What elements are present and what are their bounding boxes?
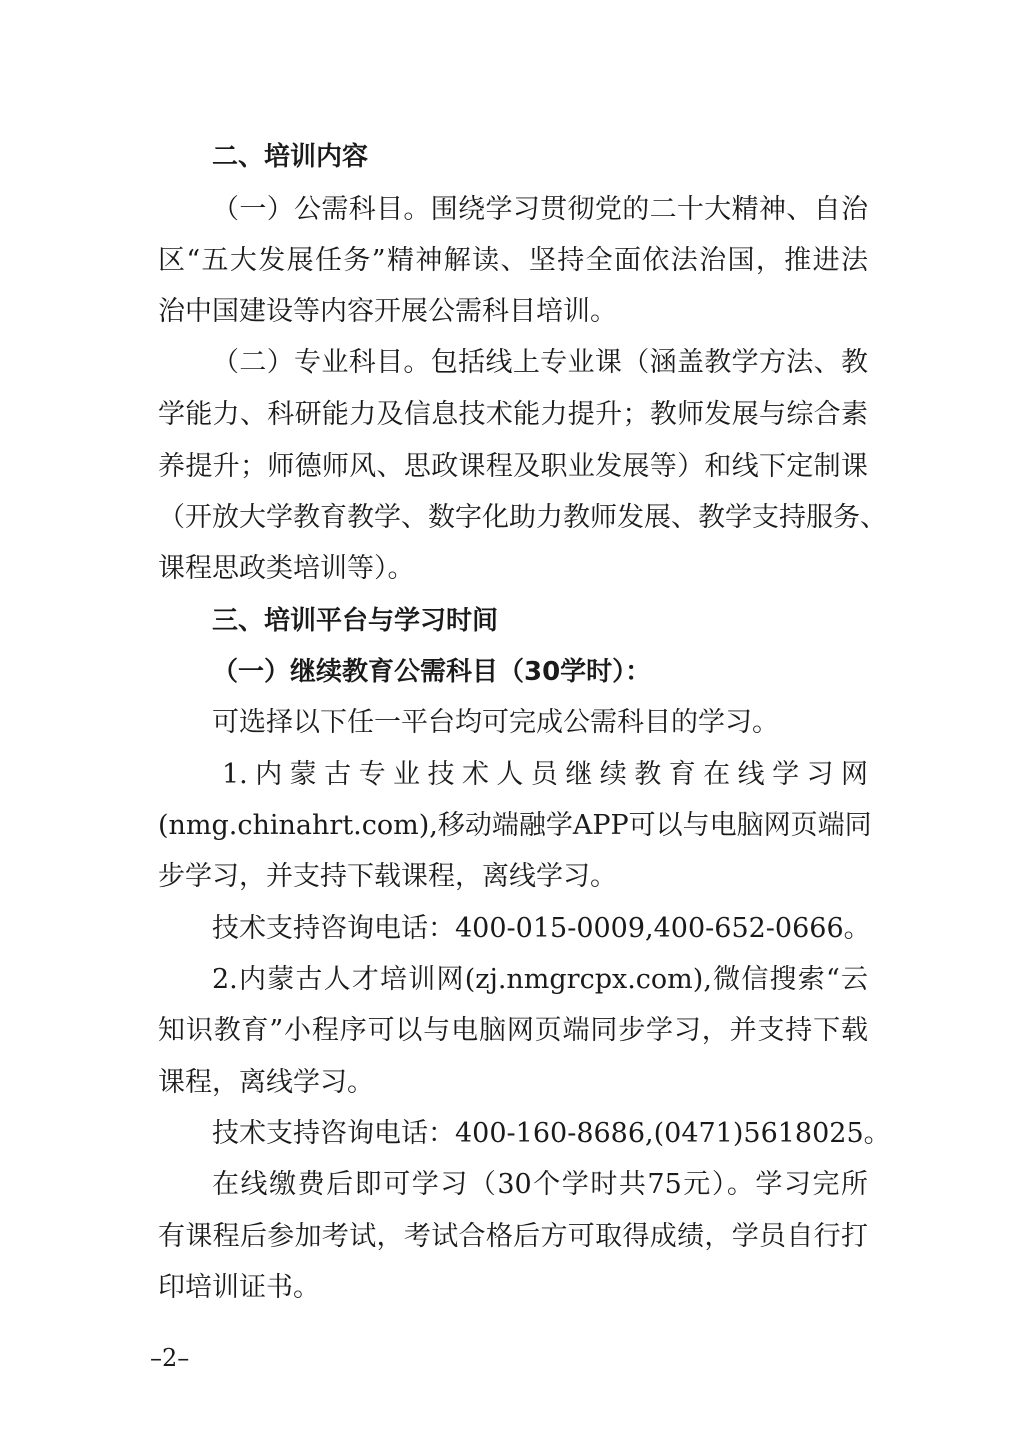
paragraph-line: 知识教育”小程序可以与电脑网页端同步学习，并支持下载 xyxy=(158,1015,868,1046)
paragraph-line: 养提升；师德师风、思政课程及职业发展等）和线下定制课 xyxy=(158,451,868,482)
paragraph-line: 印培训证书。 xyxy=(158,1272,320,1303)
paragraph-line: 1.内蒙古专业技术人员继续教育在线学习网 xyxy=(222,759,868,790)
paragraph-line: 学能力、科研能力及信息技术能力提升；教师发展与综合素 xyxy=(158,399,868,430)
paragraph-line: （开放大学教育教学、数字化助力教师发展、教学支持服务、 xyxy=(158,502,887,533)
paragraph-line: 技术支持咨询电话：400-160-8686,(0471)5618025。 xyxy=(212,1118,891,1149)
paragraph-line: 技术支持咨询电话：400-015-0009,400-652-0666。 xyxy=(212,913,871,944)
page-number: –2– xyxy=(150,1344,190,1372)
subsection-heading: （一）继续教育公需科目（30学时）： xyxy=(212,657,652,687)
paragraph-line: 课程，离线学习。 xyxy=(158,1067,374,1098)
paragraph-line: 有课程后参加考试，考试合格后方可取得成绩，学员自行打 xyxy=(158,1221,868,1252)
paragraph-line: 在线缴费后即可学习（30个学时共75元）。学习完所 xyxy=(212,1169,868,1200)
paragraph-line: 2.内蒙古人才培训网(zj.nmgrcpx.com),微信搜索“云 xyxy=(212,964,868,995)
section-heading: 二、培训内容 xyxy=(212,142,369,172)
paragraph-line: 步学习，并支持下载课程，离线学习。 xyxy=(158,861,617,892)
section-heading: 三、培训平台与学习时间 xyxy=(212,606,499,636)
paragraph-line: (nmg.chinahrt.com),移动端融学APP可以与电脑网页端同 xyxy=(158,810,872,841)
paragraph-line: （二）专业科目。包括线上专业课（涵盖教学方法、教 xyxy=(212,347,868,378)
paragraph-line: 区“五大发展任务”精神解读、坚持全面依法治国，推进法 xyxy=(158,245,868,276)
paragraph-line: 治中国建设等内容开展公需科目培训。 xyxy=(158,296,617,327)
paragraph-line: 课程思政类培训等）。 xyxy=(158,553,415,584)
paragraph-line: 可选择以下任一平台均可完成公需科目的学习。 xyxy=(212,707,779,738)
paragraph-line: （一）公需科目。围绕学习贯彻党的二十大精神、自治 xyxy=(212,194,868,225)
